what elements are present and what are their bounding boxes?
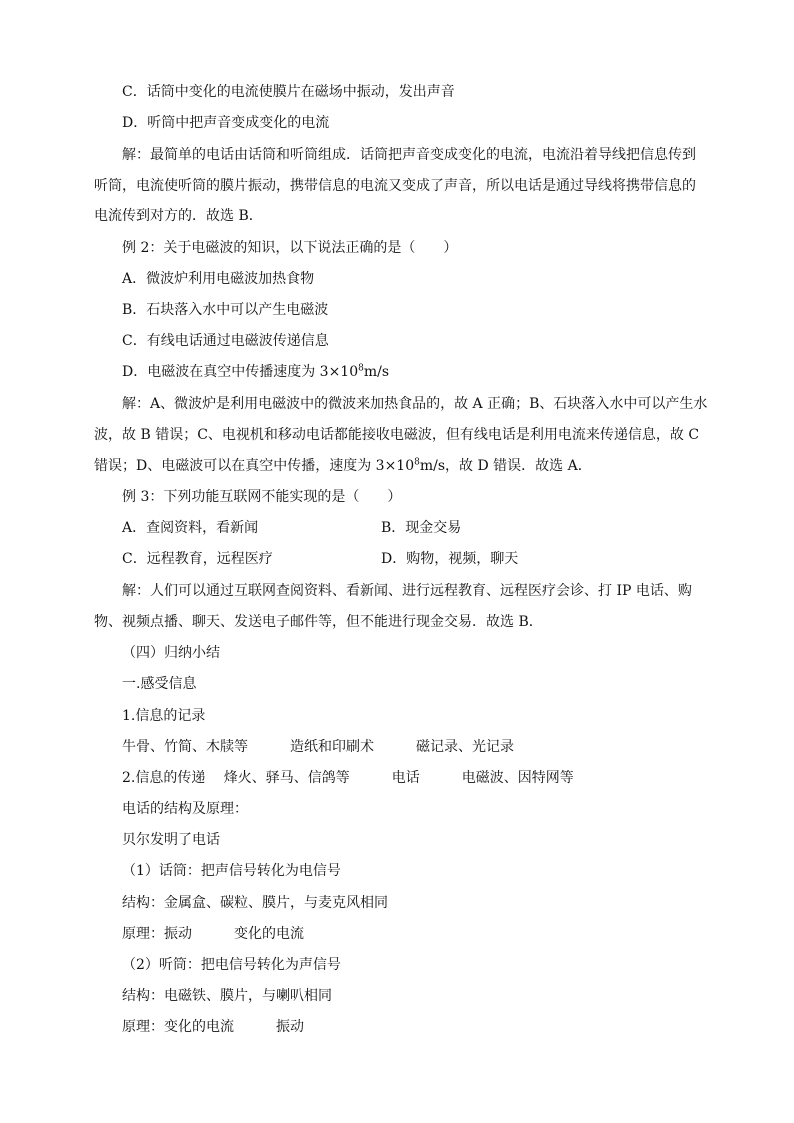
exponent: 8: [358, 363, 364, 374]
option-d-line: D．听筒中把声音变成变化的电流: [122, 115, 330, 131]
solution-2-text: 错误；D、电磁波可以在真空中传播，速度为 3×10: [94, 458, 415, 474]
section-heading-summary: （四）归纳小结: [122, 645, 220, 661]
exponent: 8: [414, 457, 420, 468]
item-information-transmission: 2.信息的传递 烽火、驿马、信鸽等 电话 电磁波、因特网等: [122, 770, 574, 786]
example-2-option-d: [122, 362, 389, 382]
example-3-option-c: C．远程教育，远程医疗: [122, 551, 273, 567]
microphone-principle: 原理：振动 变化的电流: [122, 926, 304, 942]
solution-2-line-1: 解：A、微波炉是利用电磁波中的微波来加热食品的，故 A 正确；B、石块落入水中可以产生水: [122, 396, 708, 412]
recording-methods-line: 牛骨、竹简、木牍等 造纸和印刷术 磁记录、光记录: [122, 739, 514, 755]
example-3-option-d: D．购物，视频，聊天: [381, 551, 519, 567]
telephone-structure-heading: 电话的结构及原理：: [122, 801, 248, 817]
example-3-question: 例 3：下列功能互联网不能实现的是（ ）: [122, 489, 402, 505]
solution-1-line-2: 听筒，电流使听筒的膜片振动，携带信息的电流又变成了声音，所以电话是通过导线将携带信息的: [94, 178, 696, 194]
example-2-option-a: A．微波炉利用电磁波加热食物: [122, 271, 315, 287]
example-2-question: 例 2：关于电磁波的知识，以下说法正确的是（ ）: [122, 240, 458, 256]
receiver-structure: 结构：电磁铁、膜片，与喇叭相同: [122, 988, 332, 1004]
item-information-recording: 1.信息的记录: [122, 708, 206, 724]
microphone-structure: 结构：金属盒、碳粒、膜片，与麦克风相同: [122, 895, 388, 911]
solution-1-line-1: 解：最简单的电话由话筒和听筒组成．话筒把声音变成变化的电流，电流沿着导线把信息传到: [122, 147, 696, 163]
receiver-principle: 原理：变化的电流 振动: [122, 1019, 304, 1035]
example-3-option-a: A．查阅资料，看新闻: [122, 520, 259, 536]
example-2-option-c: C．有线电话通过电磁波传递信息: [122, 333, 329, 349]
solution-2-tail: m/s，故 D 错误．故选 A．: [419, 458, 592, 474]
solution-3-line-1: 解：人们可以通过互联网查阅资料、看新闻、进行远程教育、远程医疗会诊、打 IP 电话、购: [122, 583, 692, 599]
option-d-unit: m/s: [363, 364, 390, 380]
subheading-feel-information: 一.感受信息: [122, 676, 197, 692]
receiver-heading: （2）听筒：把电信号转化为声信号: [122, 957, 341, 973]
microphone-heading: （1）话筒：把声信号转化为电信号: [122, 863, 341, 879]
solution-3-line-2: 物、视频点播、聊天、发送电子邮件等，但不能进行现金交易．故选 B．: [94, 614, 543, 630]
option-d-text: D．电磁波在真空中传播速度为 3×10: [122, 364, 359, 380]
example-2-option-b: B．石块落入水中可以产生电磁波: [122, 302, 329, 318]
example-3-option-b: B．现金交易: [381, 520, 462, 536]
solution-2-line-2: 波，故 B 错误；C、电视机和移动电话都能接收电磁波，但有线电话是利用电流来传递信息，故 C: [94, 427, 700, 443]
bell-invention-line: 贝尔发明了电话: [122, 832, 220, 848]
solution-2-line-3: [94, 456, 592, 476]
solution-1-line-3: 电流传到对方的．故选 B．: [94, 208, 263, 224]
option-c-line: C．话筒中变化的电流使膜片在磁场中振动，发出声音: [122, 84, 455, 100]
